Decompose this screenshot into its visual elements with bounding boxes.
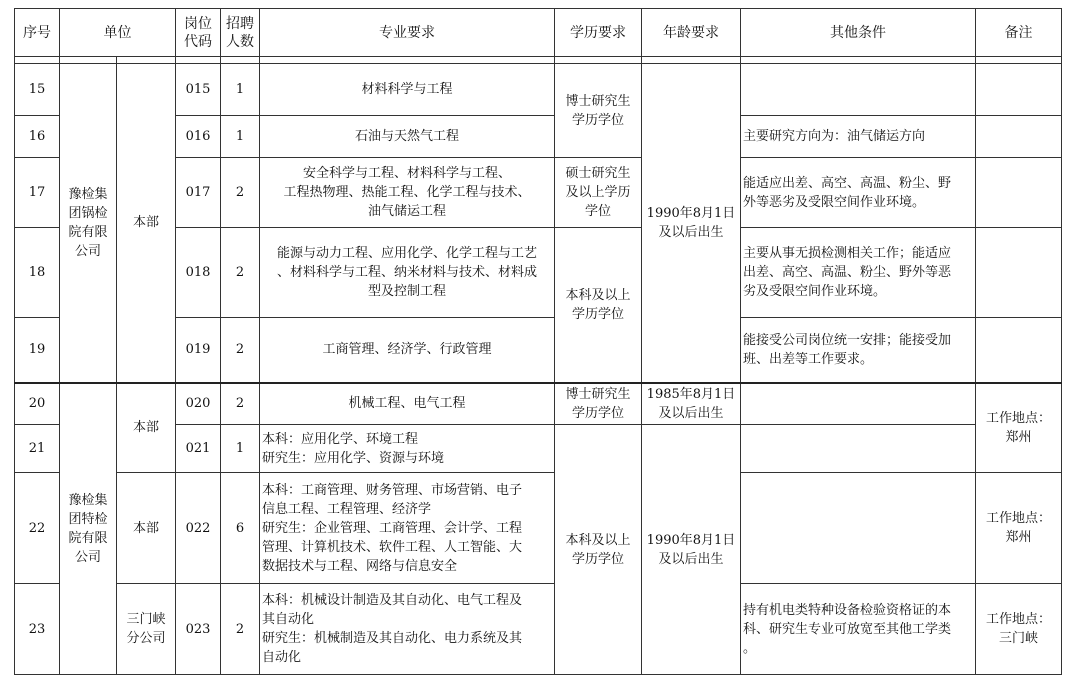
seq-cell: 15: [15, 64, 60, 116]
code-cell: 019: [176, 318, 221, 383]
major-cell: 工商管理、经济学、行政管理: [260, 318, 555, 383]
count-cell: 2: [221, 318, 260, 383]
dept-boiler-hq: 本部: [117, 64, 176, 383]
recruitment-table: [14, 8, 1062, 675]
remark-cell: [976, 318, 1062, 383]
other-cell: 持有机电类特种设备检验资格证的本 科、研究生专业可放宽至其他工学类 。: [741, 584, 976, 675]
major-cell: 本科：机械设计制造及其自动化、电气工程及 其自动化 研究生：机械制造及其自动化、电力系统及其 自动化: [260, 584, 555, 675]
header-seq: 序号: [15, 9, 60, 57]
seq-cell: 22: [15, 473, 60, 584]
remark-cell: 工作地点： 郑州: [976, 473, 1062, 584]
edu-cell: 硕士研究生 及以上学历 学位: [555, 158, 642, 228]
header-spacer: [15, 57, 1062, 64]
seq-cell: 17: [15, 158, 60, 228]
count-cell: 1: [221, 116, 260, 158]
other-cell: [741, 425, 976, 473]
code-cell: 016: [176, 116, 221, 158]
code-cell: 015: [176, 64, 221, 116]
seq-cell: 19: [15, 318, 60, 383]
header-row: [15, 9, 1062, 57]
edu-cell: 博士研究生 学历学位: [555, 383, 642, 425]
major-cell: 机械工程、电气工程: [260, 383, 555, 425]
header-code: 岗位 代码: [176, 9, 221, 57]
remark-cell: [976, 228, 1062, 318]
code-cell: 022: [176, 473, 221, 584]
seq-cell: 21: [15, 425, 60, 473]
remark-cell: [976, 64, 1062, 116]
count-cell: 1: [221, 64, 260, 116]
age-cell: 1985年8月1日 及以后出生: [642, 383, 741, 425]
major-cell: 本科：应用化学、环境工程 研究生：应用化学、资源与环境: [260, 425, 555, 473]
other-cell: [741, 383, 976, 425]
header-other: 其他条件: [741, 9, 976, 57]
header-major: 专业要求: [260, 9, 555, 57]
age-cell: 1990年8月1日 及以后出生: [642, 425, 741, 675]
remark-cell: [976, 158, 1062, 228]
seq-cell: 18: [15, 228, 60, 318]
seq-cell: 23: [15, 584, 60, 675]
code-cell: 017: [176, 158, 221, 228]
count-cell: 2: [221, 228, 260, 318]
other-cell: 主要从事无损检测相关工作；能适应 出差、高空、高温、粉尘、野外等恶 劣及受限空间作业环境。: [741, 228, 976, 318]
other-cell: 主要研究方向为：油气储运方向: [741, 116, 976, 158]
header-count: 招聘 人数: [221, 9, 260, 57]
dept-sanmenxia: 三门峡 分公司: [117, 584, 176, 675]
dept-special-hq: 本部: [117, 383, 176, 473]
other-cell: 能接受公司岗位统一安排；能接受加 班、出差等工作要求。: [741, 318, 976, 383]
code-cell: 021: [176, 425, 221, 473]
edu-cell: 本科及以上 学历学位: [555, 425, 642, 675]
major-cell: 本科：工商管理、财务管理、市场营销、电子 信息工程、工程管理、经济学 研究生：企业管理、工商管理、会计学、工程 管理、计算机技术、软件工程、人工智能、大 数据技术与工程、网络与信息安全: [260, 473, 555, 584]
count-cell: 2: [221, 383, 260, 425]
major-cell: 能源与动力工程、应用化学、化学工程与工艺 、材料科学与工程、纳米材料与技术、材料成 型及控制工程: [260, 228, 555, 318]
code-cell: 018: [176, 228, 221, 318]
table-row: [15, 584, 1062, 675]
code-cell: 020: [176, 383, 221, 425]
age-cell: 1990年8月1日 及以后出生: [642, 64, 741, 383]
unit-boiler: 豫检集 团锅检 院有限 公司: [60, 64, 117, 383]
header-age: 年龄要求: [642, 9, 741, 57]
header-remark: 备注: [976, 9, 1062, 57]
header-edu: 学历要求: [555, 9, 642, 57]
count-cell: 2: [221, 158, 260, 228]
table-row: [15, 383, 1062, 425]
unit-special: 豫检集 团特检 院有限 公司: [60, 383, 117, 675]
edu-cell: 博士研究生 学历学位: [555, 64, 642, 158]
seq-cell: 20: [15, 383, 60, 425]
major-cell: 石油与天然气工程: [260, 116, 555, 158]
other-cell: [741, 473, 976, 584]
major-cell: 安全科学与工程、材料科学与工程、 工程热物理、热能工程、化学工程与技术、 油气储运工程: [260, 158, 555, 228]
dept-special-hq-2: 本部: [117, 473, 176, 584]
remark-cell: 工作地点： 三门峡: [976, 584, 1062, 675]
other-cell: 能适应出差、高空、高温、粉尘、野 外等恶劣及受限空间作业环境。: [741, 158, 976, 228]
table-row: [15, 473, 1062, 584]
count-cell: 6: [221, 473, 260, 584]
major-cell: 材料科学与工程: [260, 64, 555, 116]
seq-cell: 16: [15, 116, 60, 158]
count-cell: 1: [221, 425, 260, 473]
edu-cell: 本科及以上 学历学位: [555, 228, 642, 383]
remark-cell: [976, 116, 1062, 158]
other-cell: [741, 64, 976, 116]
remark-cell: 工作地点： 郑州: [976, 383, 1062, 473]
count-cell: 2: [221, 584, 260, 675]
code-cell: 023: [176, 584, 221, 675]
header-unit: 单位: [60, 9, 176, 57]
table-row: [15, 64, 1062, 116]
